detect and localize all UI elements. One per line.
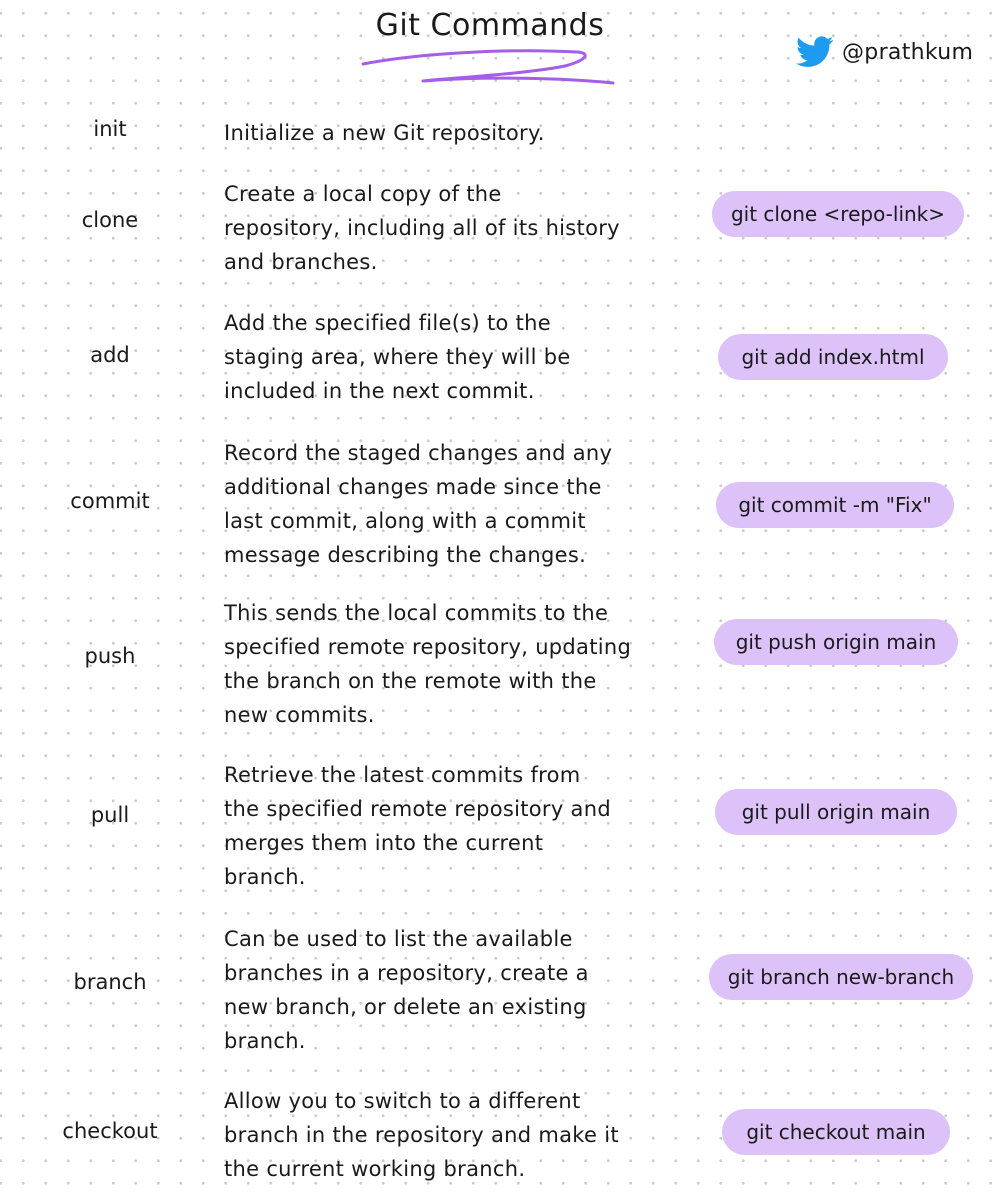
author-handle[interactable] (796, 36, 973, 68)
twitter-bird-icon (796, 36, 834, 68)
example-pill-branch: git branch new-branch (709, 954, 973, 1000)
command-name-clone: clone (81, 208, 139, 232)
example-pill-add: git add index.html (718, 334, 948, 380)
command-name-checkout: checkout (62, 1119, 158, 1143)
command-name-add: add (90, 343, 130, 367)
example-pill-pull: git pull origin main (715, 789, 957, 835)
command-description-commit: Record the staged changes and any additional changes made since the last commit, along with a commit message describing the changes. (224, 441, 613, 567)
command-description-push: This sends the local commits to the specified remote repository, updating the branch on the remote with the new commits. (224, 601, 632, 727)
command-description-clone: Create a local copy of the repository, including all of its history and branches. (224, 182, 620, 274)
command-name-commit: commit (70, 489, 150, 513)
page-title: Git Commands (375, 8, 605, 43)
example-pill-push: git push origin main (714, 619, 958, 665)
command-description-init: Initialize a new Git repository. (224, 121, 545, 145)
command-name-init: init (93, 117, 127, 141)
command-description-branch: Can be used to list the available branches in a repository, create a new branch, or delete an existing branch. (224, 927, 589, 1053)
command-name-push: push (84, 644, 136, 668)
command-name-branch: branch (73, 970, 147, 994)
command-description-pull: Retrieve the latest commits from the specified remote repository and merges them into the current branch. (224, 763, 611, 889)
example-pill-clone: git clone <repo-link> (712, 191, 964, 237)
command-name-pull: pull (90, 803, 130, 827)
example-pill-commit: git commit -m "Fix" (716, 482, 954, 528)
title-underline-scribble (355, 40, 625, 90)
handle-text: @prathkum (842, 39, 974, 65)
command-description-add: Add the specified file(s) to the staging area, where they will be included in the next commit. (224, 311, 571, 403)
command-description-checkout: Allow you to switch to a different branch in the repository and make it the current working branch. (224, 1089, 619, 1181)
example-pill-checkout: git checkout main (722, 1109, 950, 1155)
